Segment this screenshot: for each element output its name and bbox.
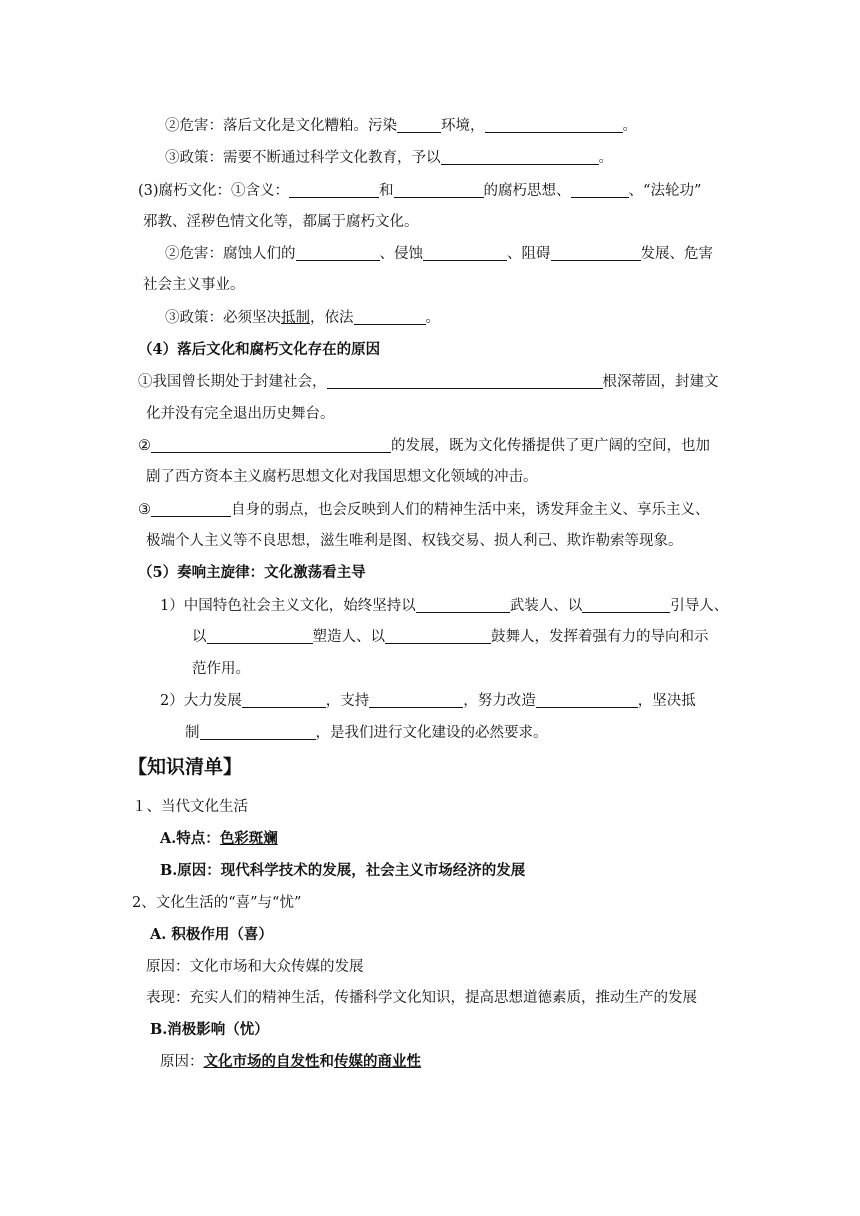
fill-blank[interactable] bbox=[354, 310, 426, 325]
text-line: ②危害：落后文化是文化糟粕。污染 环境， 。 bbox=[165, 118, 637, 134]
fill-blank[interactable] bbox=[416, 598, 510, 613]
fill-blank[interactable] bbox=[151, 502, 231, 517]
text-line: ③政策：需要不断通过科学文化教育，予以 。 bbox=[165, 150, 613, 166]
text-line: ③政策：必须坚决抵制，依法 。 bbox=[165, 310, 440, 326]
fill-blank[interactable] bbox=[571, 183, 629, 198]
fill-blank[interactable] bbox=[536, 693, 638, 708]
list-item: B.原因：现代科学技术的发展，社会主义市场经济的发展 bbox=[160, 862, 526, 879]
list-item: 表现：充实人们的精神生活，传播科学文化知识，提高思想道德素质，推动生产的发展 bbox=[146, 990, 697, 1006]
list-item: 2、文化生活的“喜”与“忧” bbox=[132, 895, 302, 911]
text-line: 化并没有完全退出历史舞台。 bbox=[146, 406, 335, 422]
text-line: 邪教、淫秽色情文化等，都属于腐朽文化。 bbox=[143, 214, 419, 230]
text-line: 以 塑造人、以 鼓舞人，发挥着强有力的导向和示 bbox=[192, 629, 709, 645]
fill-blank[interactable] bbox=[423, 246, 507, 261]
text-line: ② 的发展，既为文化传播提供了更广阔的空间，也加 bbox=[138, 438, 710, 454]
fill-blank[interactable] bbox=[289, 183, 379, 198]
list-item: B.消极影响（忧） bbox=[150, 1021, 269, 1038]
list-item: 原因：文化市场的自发性和传媒的商业性 bbox=[160, 1053, 421, 1070]
fill-blank[interactable] bbox=[385, 629, 491, 644]
fill-blank[interactable] bbox=[151, 438, 391, 453]
text-line: ①我国曾长期处于封建社会， 根深蒂固，封建文 bbox=[138, 374, 719, 390]
fill-blank[interactable] bbox=[369, 693, 463, 708]
text-line: 极端个人主义等不良思想，滋生唯利是图、权钱交易、损人利己、欺诈勒索等现象。 bbox=[146, 533, 683, 549]
list-item: A.特点：色彩斑斓 bbox=[160, 830, 278, 847]
list-item: A. 积极作用（喜） bbox=[150, 926, 273, 943]
fill-blank[interactable] bbox=[296, 246, 380, 261]
fill-blank[interactable] bbox=[551, 246, 641, 261]
fill-blank[interactable] bbox=[242, 693, 326, 708]
fill-blank[interactable] bbox=[207, 629, 313, 644]
text-line: 范作用。 bbox=[192, 661, 250, 677]
text-line: 社会主义事业。 bbox=[143, 277, 245, 293]
text-line: ③ 自身的弱点，也会反映到人们的精神生活中来，诱发拜金主义、享乐主义、 bbox=[138, 502, 710, 518]
section-title: 【知识清单】 bbox=[128, 756, 243, 778]
fill-blank[interactable] bbox=[327, 374, 603, 389]
text-line: 剧了西方资本主义腐朽思想文化对我国思想文化领域的冲击。 bbox=[146, 469, 538, 485]
fill-blank[interactable] bbox=[485, 118, 623, 133]
text-line: (3)腐朽文化：①含义： 和 的腐朽思想、 、“法轮功” bbox=[138, 183, 702, 199]
subheading: （4）落后文化和腐朽文化存在的原因 bbox=[138, 341, 381, 358]
text-line: 制 ，是我们进行文化建设的必然要求。 bbox=[185, 725, 548, 741]
fill-blank[interactable] bbox=[397, 118, 441, 133]
text-line: 1）中国特色社会主义文化，始终坚持以 武装人、以 引导人、 bbox=[160, 598, 729, 614]
subheading: （5）奏响主旋律：文化激荡看主导 bbox=[138, 564, 366, 581]
fill-blank[interactable] bbox=[582, 598, 670, 613]
text-line: ②危害：腐蚀人们的 、侵蚀 、阻碍 发展、危害 bbox=[165, 246, 713, 262]
list-item: １、当代文化生活 bbox=[132, 799, 248, 815]
fill-blank[interactable] bbox=[394, 183, 484, 198]
fill-blank[interactable] bbox=[441, 150, 599, 165]
text-line: 2）大力发展 ，支持 ，努力改造 ，坚决抵 bbox=[160, 693, 696, 709]
list-item: 原因：文化市场和大众传媒的发展 bbox=[146, 959, 364, 975]
fill-blank[interactable] bbox=[200, 725, 316, 740]
